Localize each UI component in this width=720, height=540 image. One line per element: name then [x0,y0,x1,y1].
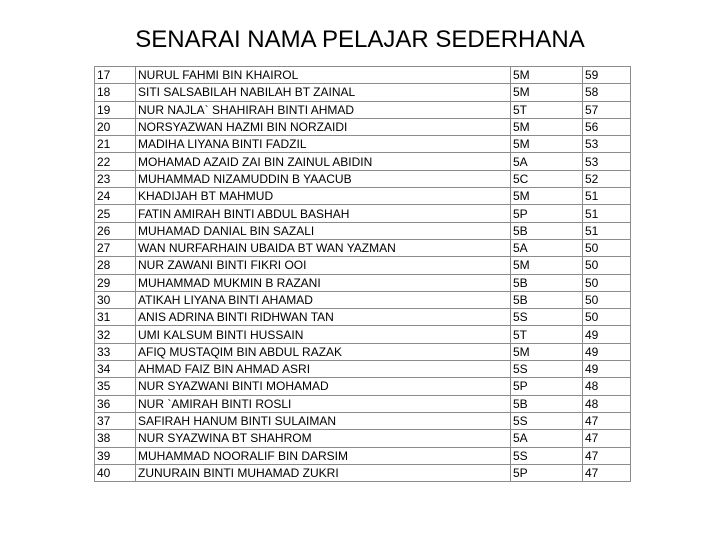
table-row [95,361,631,378]
class-cell: 5T [511,101,583,118]
class-cell: 5M [511,67,583,84]
mark-cell: 53 [583,153,631,170]
mark-cell: 51 [583,205,631,222]
table-row [95,430,631,447]
mark-cell: 56 [583,118,631,135]
table-row [95,412,631,429]
student-name-cell: ATIKAH LIYANA BINTI AHAMAD [136,291,511,308]
class-cell: 5B [511,395,583,412]
mark-cell: 47 [583,430,631,447]
row-number-cell: 22 [95,153,136,170]
student-name-cell: NUR ZAWANI BINTI FIKRI OOI [136,257,511,274]
row-number-cell: 38 [95,430,136,447]
class-cell: 5A [511,153,583,170]
table-row [95,464,631,481]
student-name-cell: NORSYAZWAN HAZMI BIN NORZAIDI [136,118,511,135]
table-row [95,395,631,412]
row-number-cell: 31 [95,309,136,326]
class-cell: 5S [511,412,583,429]
mark-cell: 49 [583,361,631,378]
student-name-cell: ANIS ADRINA BINTI RIDHWAN TAN [136,309,511,326]
mark-cell: 58 [583,84,631,101]
table-row [95,291,631,308]
row-number-cell: 17 [95,67,136,84]
mark-cell: 50 [583,309,631,326]
student-name-cell: MUHAMAD DANIAL BIN SAZALI [136,222,511,239]
student-list-table [94,66,631,482]
class-cell: 5M [511,188,583,205]
table-row [95,274,631,291]
class-cell: 5M [511,343,583,360]
table-row [95,378,631,395]
mark-cell: 47 [583,412,631,429]
row-number-cell: 40 [95,464,136,481]
row-number-cell: 19 [95,101,136,118]
mark-cell: 59 [583,67,631,84]
table-row [95,170,631,187]
mark-cell: 50 [583,274,631,291]
table-row [95,188,631,205]
class-cell: 5B [511,291,583,308]
table-row [95,257,631,274]
class-cell: 5B [511,274,583,291]
row-number-cell: 21 [95,136,136,153]
student-name-cell: MOHAMAD AZAID ZAI BIN ZAINUL ABIDIN [136,153,511,170]
class-cell: 5S [511,447,583,464]
row-number-cell: 18 [95,84,136,101]
mark-cell: 48 [583,378,631,395]
student-name-cell: NUR NAJLA` SHAHIRAH BINTI AHMAD [136,101,511,118]
student-name-cell: FATIN AMIRAH BINTI ABDUL BASHAH [136,205,511,222]
class-cell: 5S [511,361,583,378]
mark-cell: 51 [583,222,631,239]
student-name-cell: KHADIJAH BT MAHMUD [136,188,511,205]
table-row [95,222,631,239]
table-row [95,153,631,170]
class-cell: 5M [511,136,583,153]
row-number-cell: 39 [95,447,136,464]
student-name-cell: MUHAMMAD NIZAMUDDIN B YAACUB [136,170,511,187]
student-name-cell: MUHAMMAD NOORALIF BIN DARSIM [136,447,511,464]
row-number-cell: 34 [95,361,136,378]
row-number-cell: 28 [95,257,136,274]
class-cell: 5S [511,309,583,326]
table-row [95,447,631,464]
mark-cell: 50 [583,239,631,256]
student-name-cell: ZUNURAIN BINTI MUHAMAD ZUKRI [136,464,511,481]
class-cell: 5M [511,118,583,135]
row-number-cell: 37 [95,412,136,429]
row-number-cell: 33 [95,343,136,360]
table-row [95,343,631,360]
table-row [95,136,631,153]
class-cell: 5C [511,170,583,187]
student-list-body [95,67,631,482]
row-number-cell: 20 [95,118,136,135]
class-cell: 5A [511,430,583,447]
class-cell: 5B [511,222,583,239]
class-cell: 5P [511,378,583,395]
student-name-cell: AHMAD FAIZ BIN AHMAD ASRI [136,361,511,378]
table-row [95,84,631,101]
mark-cell: 50 [583,257,631,274]
row-number-cell: 29 [95,274,136,291]
student-name-cell: NUR SYAZWANI BINTI MOHAMAD [136,378,511,395]
student-name-cell: SITI SALSABILAH NABILAH BT ZAINAL [136,84,511,101]
student-name-cell: UMI KALSUM BINTI HUSSAIN [136,326,511,343]
student-name-cell: NUR `AMIRAH BINTI ROSLI [136,395,511,412]
mark-cell: 49 [583,343,631,360]
class-cell: 5M [511,84,583,101]
student-name-cell: MUHAMMAD MUKMIN B RAZANI [136,274,511,291]
student-name-cell: SAFIRAH HANUM BINTI SULAIMAN [136,412,511,429]
student-name-cell: NURUL FAHMI BIN KHAIROL [136,67,511,84]
mark-cell: 51 [583,188,631,205]
mark-cell: 47 [583,447,631,464]
mark-cell: 48 [583,395,631,412]
row-number-cell: 30 [95,291,136,308]
student-name-cell: AFIQ MUSTAQIM BIN ABDUL RAZAK [136,343,511,360]
mark-cell: 57 [583,101,631,118]
student-name-cell: WAN NURFARHAIN UBAIDA BT WAN YAZMAN [136,239,511,256]
table-row [95,67,631,84]
row-number-cell: 23 [95,170,136,187]
row-number-cell: 25 [95,205,136,222]
student-name-cell: NUR SYAZWINA BT SHAHROM [136,430,511,447]
row-number-cell: 35 [95,378,136,395]
row-number-cell: 36 [95,395,136,412]
row-number-cell: 32 [95,326,136,343]
mark-cell: 47 [583,464,631,481]
row-number-cell: 24 [95,188,136,205]
table-row [95,309,631,326]
mark-cell: 49 [583,326,631,343]
row-number-cell: 27 [95,239,136,256]
student-list-table-container [94,66,630,482]
table-row [95,205,631,222]
table-row [95,101,631,118]
student-name-cell: MADIHA LIYANA BINTI FADZIL [136,136,511,153]
row-number-cell: 26 [95,222,136,239]
table-row [95,239,631,256]
mark-cell: 53 [583,136,631,153]
class-cell: 5P [511,205,583,222]
table-row [95,326,631,343]
mark-cell: 50 [583,291,631,308]
class-cell: 5M [511,257,583,274]
mark-cell: 52 [583,170,631,187]
page-title: SENARAI NAMA PELAJAR SEDERHANA [135,26,585,53]
class-cell: 5A [511,239,583,256]
table-row [95,118,631,135]
class-cell: 5T [511,326,583,343]
class-cell: 5P [511,464,583,481]
